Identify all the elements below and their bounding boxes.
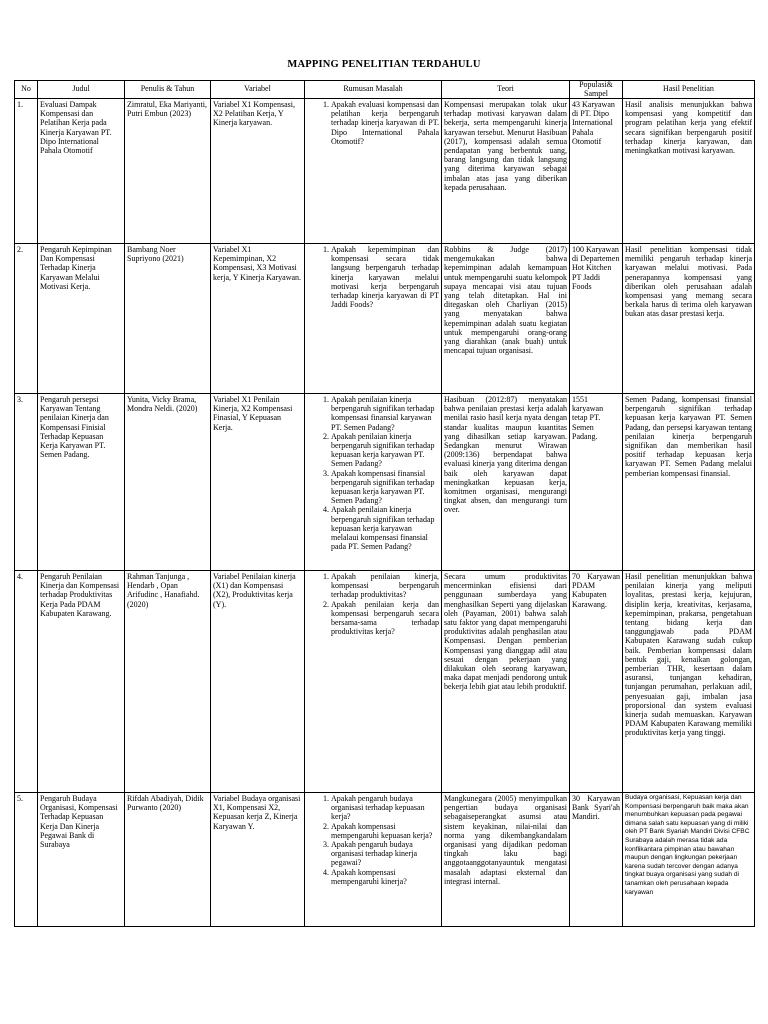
rumusan-item: 3. Apakah pengaruh budaya organisasi terhadap kinerja pegawai? [331, 840, 439, 868]
cell-no: 3. [15, 394, 38, 571]
cell-populasi: 30 Karyawan Bank Syari'ah Mandiri. [570, 793, 623, 927]
cell-judul: Pengaruh Budaya Organisasi, Kompensasi Terhadap Kepuasan Kerja Dan Kinerja Pegawai Bank di Surabaya [38, 793, 125, 927]
header-hasil-penelitian: Hasil Penelitian [623, 81, 755, 99]
cell-judul: Pengaruh persepsi Karyawan Tentang penilaian Kinerja dan Kompensasi Finisial Terhadap Kepuasan Kerja Karyawan PT. Semen Padang. [38, 394, 125, 571]
rumusan-item: 1. Apakah pengaruh budaya organisasi terhadap kepuasan kerja? [331, 794, 439, 822]
cell-teori: Robbins & Judge (2017) mengemukakan bahwa kepemimpinan adalah kemampuan untuk mempengaruhi suatu kelompok supaya mencapai visi atau tujuan yang telah ditetapkan. Hal ini ditegaskan oleh Charliyan (2015) yang menyatakan bahwa kepemimpinan adalah suatu kegiatan untuk mempengaruhi orang-orang yang diarahkan (anak buah) untuk mencapai tujuan organisasi. [442, 244, 570, 394]
table-row [15, 244, 755, 394]
header-penulis-tahun: Penulis & Tahun [125, 81, 211, 99]
rumusan-item: 4. Apakah kompensasi mempengaruhi kinerja? [331, 868, 439, 886]
rumusan-list [307, 100, 439, 146]
cell-rumusan [305, 793, 442, 927]
cell-variabel: Variabel X1 Penilain Kinerja, X2 Kompensasi Finasial, Y Kepuasan Kerja. [211, 394, 305, 571]
header-populasi-sampel: Populasi& Sampel [570, 81, 623, 99]
cell-hasil: Hasil analisis menunjukkan bahwa kompensasi yang kompetitif dan program pelatihan kerja yang efektif secara signifikan berpengaruh positif terhadap kinerja karyawan, dan meningkatkan motivasi karyawan. [623, 99, 755, 244]
table-header-row [15, 81, 755, 99]
cell-rumusan [305, 244, 442, 394]
cell-variabel: Variabel Budaya organisasi X1, Kompensasi X2, Kepuasan kerja Z, Kinerja Karyawan Y. [211, 793, 305, 927]
cell-penulis: Zimratul, Eka Mariyanti, Putri Embun (2023) [125, 99, 211, 244]
cell-no: 1. [15, 99, 38, 244]
cell-rumusan [305, 99, 442, 244]
cell-rumusan [305, 394, 442, 571]
cell-hasil: Hasil penelitian menunjukkan bahwa penilaian kinerja yang meliputi loyalitas, prestasi kerja, kejujuran, disiplin kerja, kreativitas, kerjasama, kepemimpinan, prakarsa, pengetahuan tentang bidang kerja dan tanggungjawab pada PDAM Kabupaten Karawang sudah cukup baik. Pemberian kompensasi dalam bentuk gaji, kenaikan golongan, pemberian THR, kesertaan dalam asuransi, tunjangan kehadiran, tunjangan perumahan, perlakuan adil, penyesuaian gaji, imbalan jasa proporsional dan system evaluasi kinerja sudah memuaskan. Karyawan PDAM Kabupaten Karawang memiliki produktivitas kerja yang tinggi. [623, 571, 755, 793]
rumusan-item: 4. Apakah penilaian kinerja berpengaruh signifikan terhadap kepuasan kerja karyawan melalaui kompensasi finansial pada PT. Semen Padang? [331, 505, 439, 551]
header-rumusan-masalah: Rumusan Masalah [305, 81, 442, 99]
cell-variabel: Variabel Penilaian kinerja (X1) dan Kompensasi (X2), Produktivitas kerja (Y). [211, 571, 305, 793]
rumusan-item: 3. Apakah kompensasi finansial berpengaruh signifikan terhadap kepuasan kerja karyawan PT. Semen Padang? [331, 469, 439, 506]
table-row [15, 793, 755, 927]
research-mapping-table [14, 80, 755, 927]
table-row [15, 99, 755, 244]
cell-teori: Hasibuan (2012:87) menyatakan bahwa penilaian prestasi kerja adalah menilai rasio hasil kerja nyata dengan standar kualitas maupun kuantitas yang dihasilkan setiap karyawan. Sedangkan menurut Wirawan (2009:136) berpendapat bahwa evaluasi kinerja yang diterima dengan baik oleh karyawan dapat meningkatkan kepuasan kerja, komitmen organisasi, mengurangi tingkat absen, dan mengurangi turn over. [442, 394, 570, 571]
cell-penulis: Rahman Tanjunga , Hendarb , Opan Arifudinc , Hanafiahd. (2020) [125, 571, 211, 793]
cell-populasi: 70 Karyawan PDAM Kabupaten Karawang. [570, 571, 623, 793]
rumusan-item: 1. Apakah penilaian kinerja, kompensasi berpengaruh terhadap produktivitas? [331, 572, 439, 600]
cell-hasil: Hasil penelitian kompensasi tidak memiliki pengaruh terhadap kinerja karyawan melalui motivasi. Pada penerapannya kompensasi yang diberikan oleh perusahaan adalah kompensasi yang memang secara berkala harus di terima oleh karyawan bukan atas dasar prestasi kerja. [623, 244, 755, 394]
cell-variabel: Variabel X1 Kepemimpinan, X2 Kompensasi, X3 Motivasi kerja, Y Kinerja Karyawan. [211, 244, 305, 394]
rumusan-item: 1. Apakah kepemimpinan dan kompensasi secara tidak langsung berpengaruh terhadap kinerja karyawan melalui motivasi kerja berpengaruh terhadap kinerja karyawan di PT Jaddi Foods? [331, 245, 439, 309]
rumusan-list [307, 794, 439, 886]
header-variabel: Variabel [211, 81, 305, 99]
table-row [15, 571, 755, 793]
rumusan-list [307, 572, 439, 636]
rumusan-list [307, 395, 439, 551]
rumusan-item: 1. Apakah evaluasi kompensasi dan pelatihan kerja berpengaruh terhadap kinerja karyawan di PT. Dipo International Pahala Otomotif? [331, 100, 439, 146]
cell-populasi: 1551 karyawan tetap PT. Semen Padang. [570, 394, 623, 571]
header-no: No [15, 81, 38, 99]
rumusan-list [307, 245, 439, 309]
cell-hasil: Semen Padang, kompensasi finansial berpengaruh signifikan terhadap kepuasan kerja karyawan PT. Semen Padang, dan persepsi karyawan tentang penilaian kinerja berpengaruh signifikan dan memberikan hasil positif terhadap kepuasan kerja karyawan PT. Semen Padang melalui pemberian kompensasi finansial. [623, 394, 755, 571]
document-title: MAPPING PENELITIAN TERDAHULU [287, 59, 481, 70]
cell-no: 2. [15, 244, 38, 394]
cell-populasi: 43 Karyawan di PT. Dipo International Pahala Otomotif [570, 99, 623, 244]
cell-teori: Kompensasi merupakan tolak ukur terhadap motivasi karyawan dalam bekerja, serta mempengaruhi kinerja karyawan tersebut. Menurut Hasibuan (2017), kompensasi adalah semua pendapatan yang berbentuk uang, barang langsung dan tidak langsung yang diterima karyawan sebagai imbalan atas jasa yang diberikan kepada perusahaan. [442, 99, 570, 244]
cell-penulis: Yunita, Vicky Brama, Mondra Neldi. (2020) [125, 394, 211, 571]
rumusan-item: 2. Apakah penilaian kinerja berpengaruh signifikan terhadap kepuasan kerja karyawan PT. Semen Padang? [331, 432, 439, 469]
table-row [15, 394, 755, 571]
cell-variabel: Variabel X1 Kompensasi, X2 Pelatihan Kerja, Y Kinerja karyawan. [211, 99, 305, 244]
cell-teori: Mangkunegara (2005) menyimpulkan pengertian budaya organisasi sebagaiseperangkat asumsi atau sistem keyakinan, nilai-nilai dan norma yang dikembangkandalam organisasi yang dijadikan pedoman tingkah laku bagi anggotaanggotanyauntuk mengatasi masalah adaptasi eksternal dan integrasi internal. [442, 793, 570, 927]
rumusan-item: 2. Apakah kompensasi mempengaruhi kepuasan kerja? [331, 822, 439, 840]
cell-teori: Secara umum produktivitas mencerminkan efisiensi dari penggunaan sumberdaya yang menghasilkan Seperti yang dijelaskan oleh (Payaman, 2001) bahwa salah satu faktor yang dapat mempengaruhi produktivitas adalah penghasilan atau Kompensasi. Dengan pemberian Kompensasi yang dianggap adil atau sesuai dengan pekerjaan yang dilakukan oleh seorang karyawan, maka dapat menjadi pendorong untuk bekerja lebih giat atau lebih produktif. [442, 571, 570, 793]
cell-penulis: Bambang Noer Supriyono (2021) [125, 244, 211, 394]
cell-no: 4. [15, 571, 38, 793]
header-teori: Teori [442, 81, 570, 99]
cell-judul: Evaluasi Dampak Kompensasi dan Pelatihan Kerja pada Kinerja Karyawan PT. Dipo International Pahala Otomotif [38, 99, 125, 244]
cell-hasil: Budaya organisasi, Kepuasan kerja dan Kompensasi berpengaruh baik maka akan menumbuhkan kepuasan pada pegawai dimana salah satu kepuasan yang di miliki oleh PT Bank Syariah Mandiri Divisi CFBC Surabaya adalah merasa tidak ada konflikantara pimpinan atau bawahan maupun dengan lingkungan pekerjaan karena sudah tercover dengan adanya tingkat buaya organisasi yang sudah di tanamkan oleh perusahaan kepada karyawan [623, 793, 755, 927]
rumusan-item: 1. Apakah penilaian kinerja berpengaruh signifikan terhadap kompensasi finansial karyawan PT. Semen Padang? [331, 395, 439, 432]
cell-judul: Pengaruh Kepimpinan Dan Kompensasi Terhadap Kinerja Karyawan Melalui Motivasi Kerja. [38, 244, 125, 394]
cell-rumusan [305, 571, 442, 793]
cell-populasi: 100 Karyawan di Departemen Hot Kitchen PT Jaddi Foods [570, 244, 623, 394]
cell-penulis: Rifdah Abadiyah, Didik Purwanto (2020) [125, 793, 211, 927]
rumusan-item: 2. Apakah penilaian kerja dan kompensasi berpengaruh secara bersama-sama terhadap produktivitas kerja? [331, 600, 439, 637]
header-judul: Judul [38, 81, 125, 99]
cell-judul: Pengaruh Penilaian Kinerja dan Kompensasi terhadap Produktivitas Kerja Pada PDAM Kabupaten Karawang. [38, 571, 125, 793]
cell-no: 5. [15, 793, 38, 927]
